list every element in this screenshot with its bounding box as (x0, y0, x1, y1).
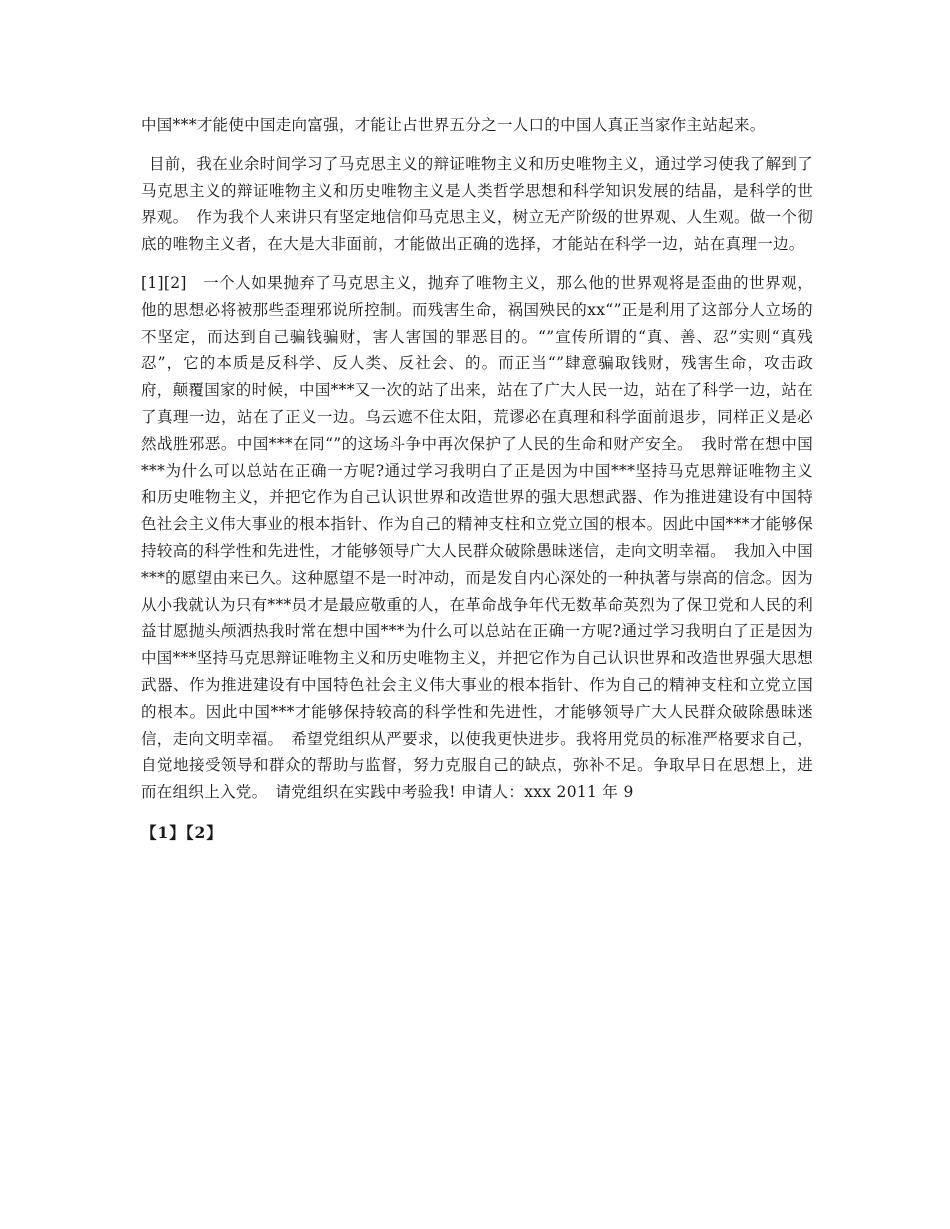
paragraph-main-text: 一个人如果抛弃了马克思主义，抛弃了唯物主义，那么他的世界观将是歪曲的世界观，他的思想必将被那些歪理邪说所控制。而残害生命，祸国殃民的xx“”正是利用了这部分人立场的不坚定，而达到自己骗钱骗财，害人害国的罪恶目的。“”宣传所谓的“真、善、忍”实则“真残忍”，它的本质是反科学、反人类、反社会、的。而正当“”肆意骗取钱财，残害生命，攻击政府，颠覆国家的时候，中国***又一次的站了出来，站在了广大人民一边，站在了科学一边，站在了真理一边，站在了正义一边。乌云遮不住太阳，荒谬必在真理和科学面前退步，同样正义是必然战胜邪恶。中国***在同“”的这场斗争中再次保护了人民的生命和财产安全。 我时常在想中国***为什么可以总站在正确一方呢?通过学习我明白了正是因为中国***坚持马克思辩证唯物主义和历史唯物主义，并把它作为自己认识世界和改造世界的强大思想武器、作为推进建设有中国特色社会主义伟大事业的根本指针、作为自己的精神支柱和立党立国的根本。因此中国***才能够保持较高的科学性和先进性，才能够领导广大人民群众破除愚昧迷信，走向文明幸福。 我加入中国***的愿望由来已久。这种愿望不是一时冲动，而是发自内心深处的一种执著与崇高的信念。因为从小我就认为只有***员才是最应敬重的人，在革命战争年代无数革命英烈为了保卫党和人民的利益甘愿抛头颅洒热我时常在想中国***为什么可以总站在正确一方呢?通过学习我明白了正是因为中国***坚持马克思辩证唯物主义和历史唯物主义，并把它作为自己认识世界和改造世界强大思想武器、作为推进建设有中国特色社会主义伟大事业的根本指针、作为自己的精神支柱和立党立国的根本。因此中国***才能够保持较高的科学性和先进性，才能够领导广大人民群众破除愚昧迷信，走向文明幸福。 希望党组织从严要求，以使我更快进步。我将用党员的标准严格要求自己，自觉地接受领导和群众的帮助与监督，努力克服自己的缺点，弥补不足。争取早日在思想上，进而在组织上入党。 请党组织在实践中考验我! 申请人：xxx 2011 年 9 (141, 273, 813, 802)
document-body (141, 112, 813, 847)
reference-links[interactable]: [1][2] (141, 273, 187, 292)
paragraph-main (141, 270, 813, 806)
paragraph-study: 目前，我在业余时间学习了马克思主义的辩证唯物主义和历史唯物主义，通过学习使我了解到了马克思主义的辩证唯物主义和历史唯物主义是人类哲学思想和科学知识发展的结晶，是科学的世界观。 作为我个人来讲只有坚定地信仰马克思主义，树立无产阶级的世界观、人生观。做一个彻底的唯物主义者，在大是大非面前，才能做出正确的选择，才能站在科学一边，站在真理一边。 (141, 154, 813, 254)
page-link-2[interactable]: 【2】 (185, 822, 223, 842)
pagination (141, 820, 813, 847)
paragraph-intro: 中国***才能使中国走向富强，才能让占世界五分之一人口的中国人真正当家作主站起来。 (141, 116, 766, 134)
page-link-1[interactable]: 【1】 (141, 822, 186, 842)
